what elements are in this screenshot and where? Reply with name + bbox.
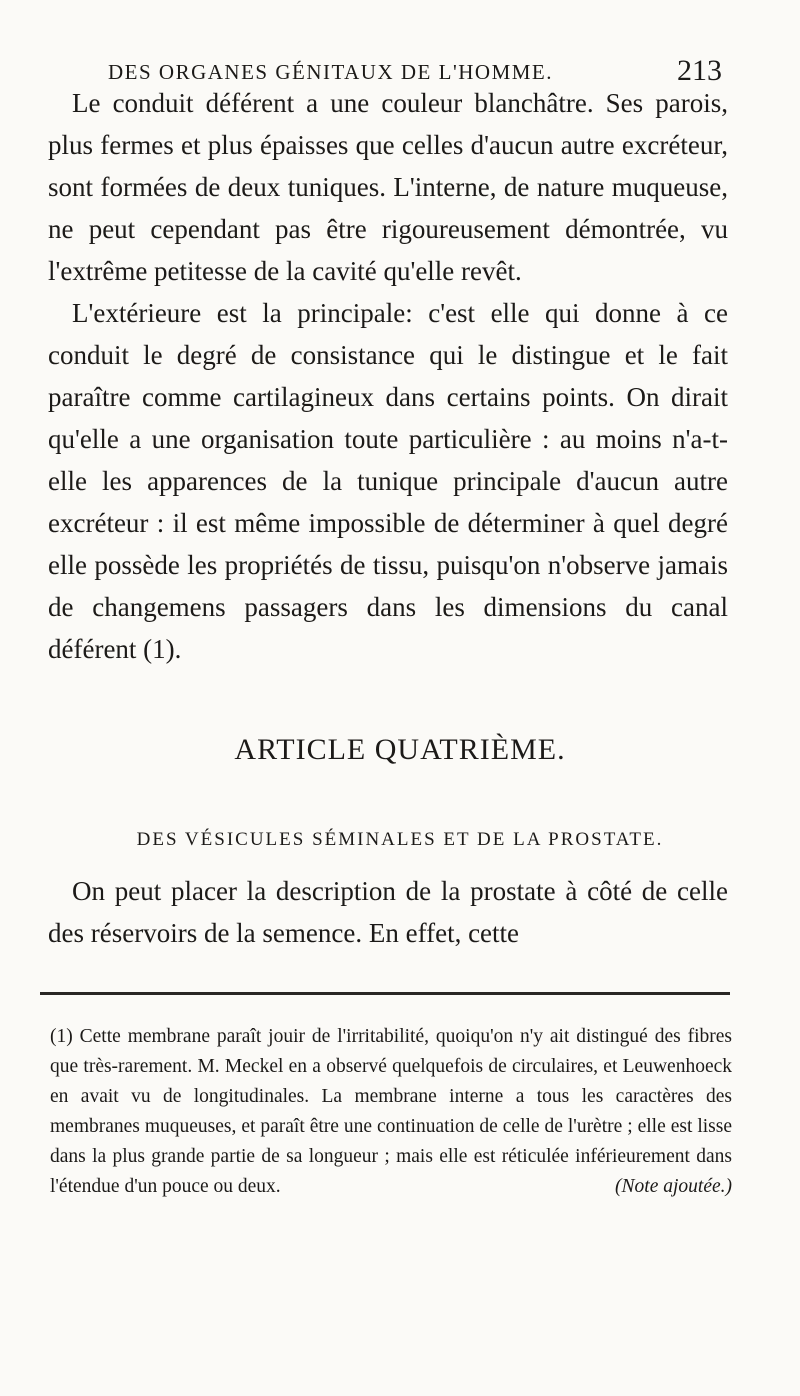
paragraph-deferent-color: Le conduit déférent a une couleur blanchâtre. Ses parois, plus fermes et plus épaisses que celles d'aucun autre excréteur, sont formées de deux tuniques. L'interne, de nature muqueuse, ne peut cependant pas être rigoureusement démontrée, vu l'extrême petitesse de la cavité qu'elle revêt. (48, 88, 728, 286)
page-number: 213 (677, 54, 722, 87)
section-text (48, 870, 728, 954)
paragraph-outer-tunic: L'extérieure est la principale: c'est elle qui donne à ce conduit le degré de consistance qui le distingue et le fait paraître comme cartilagineux dans certains points. On dirait qu'elle a une organisation toute particulière : au moins n'a-t-elle les apparences de la tunique principale d'aucun autre excréteur : il est même impossible de déterminer à quel degré elle possède les propriétés de tissu, puisqu'on n'observe jamais de changemens passagers dans les dimensions du canal déférent (1). (48, 298, 728, 664)
footnote-credit: (Note ajoutée.) (615, 1176, 732, 1197)
footnote-rule (40, 992, 730, 995)
footnote (50, 1022, 732, 1202)
running-title: DES ORGANES GÉNITAUX DE L'HOMME. (108, 60, 554, 84)
section-heading: DES VÉSICULES SÉMINALES ET DE LA PROSTATE. (136, 829, 664, 850)
footnote-text: (1) Cette membrane paraît jouir de l'irritabilité, quoiqu'on n'y ait distingué des fibres que très-rarement. M. Meckel en a observé quelquefois de circulaires, et Leuwenhoeck en avait vu de longitudinales. La membrane interne a tous les caractères des membranes muqueuses, et paraît être une continuation de celle de l'urètre ; elle est lisse dans la plus grande partie de sa longueur ; mais elle est réticulée inférieurement dans l'étendue d'un pouce ou deux. (50, 1026, 732, 1197)
main-text (48, 82, 728, 670)
article-heading: ARTICLE QUATRIÈME. (234, 733, 566, 766)
paragraph-prostate: On peut placer la description de la prostate à côté de celle des réservoirs de la semence. En effet, cette (48, 876, 728, 948)
